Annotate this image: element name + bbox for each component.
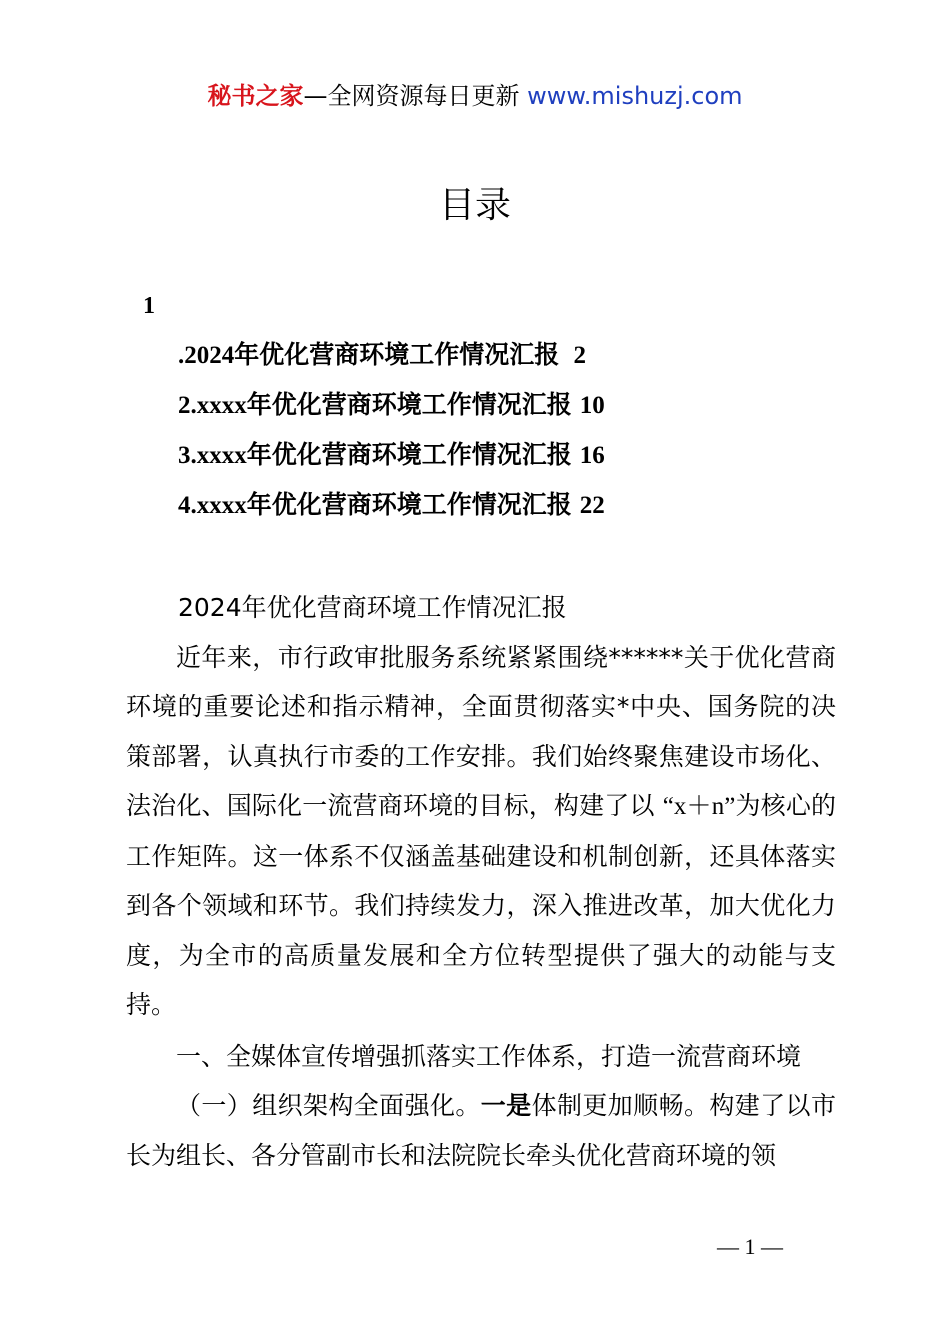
- document-body: [126, 583, 836, 1180]
- site-header: [0, 80, 950, 112]
- toc-entry-number: 4.xxxx: [178, 492, 247, 519]
- paragraph-quote: “x＋n”: [662, 793, 736, 820]
- table-of-contents: [178, 338, 878, 538]
- emphasis-text: 一是: [480, 1091, 532, 1120]
- toc-entry-1[interactable]: [178, 338, 878, 388]
- toc-entry-label: 年优化营商环境工作情况汇报: [246, 390, 572, 419]
- toc-entry-3[interactable]: [178, 438, 878, 488]
- toc-entry-label: 年优化营商环境工作情况汇报: [234, 340, 560, 369]
- toc-entry-label: 年优化营商环境工作情况汇报: [246, 490, 572, 519]
- paragraph-text: 近年来，市行政审批服务系统紧紧围绕******关于优化营商环境的重要论述和指示精神，全面贯彻落实*中央、国务院的决策部署，认真执行市委的工作安排。我们始终聚焦建设市场化、法治化、国际化一流营商环境的目标，构建了以: [126, 642, 836, 820]
- subsection-lead: （一）组织架构全面强化。: [176, 1091, 481, 1120]
- document-title: 2024年优化营商环境工作情况汇报: [178, 593, 567, 622]
- toc-entry-label: 年优化营商环境工作情况汇报: [246, 440, 572, 469]
- site-brand: 秘书之家: [207, 82, 304, 110]
- site-url-link[interactable]: www.mishuzj.com: [527, 82, 743, 110]
- toc-entry-page: 16: [579, 442, 605, 469]
- paragraph-text: 为核心的工作矩阵。这一体系不仅涵盖基础建设和机制创新，还具体落实到各个领域和环节。我们持续发力，深入推进改革，加大优化力度，为全市的高质量发展和全方位转型提供了强大的动能与支持。: [126, 791, 836, 1019]
- site-slogan: —全网资源每日更新: [303, 82, 528, 110]
- page-number: — 1 —: [717, 1234, 783, 1259]
- paragraph-text: 体制更加顺畅。构建了以市长为组长、各分管副市长和法院院长牵头优化营商环境的领: [126, 1091, 836, 1170]
- section-heading: 一、全媒体宣传增强抓落实工作体系，打造一流营商环境: [176, 1041, 802, 1071]
- body-paragraph-2: [126, 1081, 836, 1180]
- toc-lone-number: 1: [143, 293, 155, 319]
- page-title: 目录: [438, 185, 511, 226]
- body-paragraph-1: [126, 633, 836, 1030]
- toc-entry-2[interactable]: [178, 388, 878, 438]
- toc-entry-4[interactable]: [178, 488, 878, 538]
- toc-entry-number: 3.xxxx: [178, 442, 247, 469]
- toc-entry-page: 2: [567, 342, 587, 369]
- toc-entry-number: .2024: [178, 342, 235, 369]
- toc-entry-page: 22: [579, 492, 605, 519]
- toc-entry-page: 10: [579, 392, 605, 419]
- toc-entry-number: 2.xxxx: [178, 392, 247, 419]
